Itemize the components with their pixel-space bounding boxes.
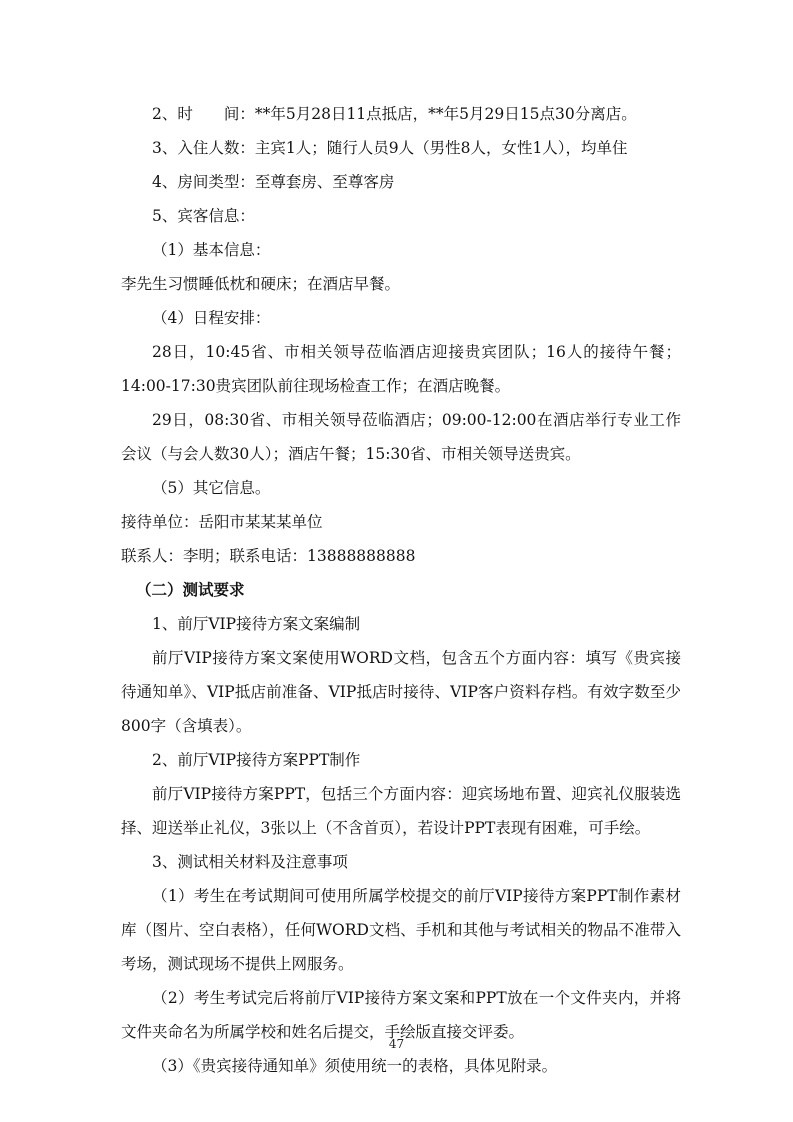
document-body xyxy=(121,97,681,1083)
paragraph: 5、宾客信息： xyxy=(152,207,255,225)
paragraph: （3）《贵宾接待通知单》须使用统一的表格，具体见附录。 xyxy=(152,1057,558,1075)
paragraph: （4）日程安排： xyxy=(152,309,271,327)
paragraph: 4、房间类型：至尊套房、至尊客房 xyxy=(152,173,395,191)
paragraph: 2、时 间：**年5月28日11点抵店，**年5月29日15点30分离店。 xyxy=(152,105,637,123)
section-heading: （二）测试要求 xyxy=(136,580,245,599)
page-number: 47 xyxy=(388,1037,405,1051)
paragraph: （2）考生考试完后将前厅VIP接待方案文案和PPT放在一个文件夹内，并将文件夹命名为所属学校和姓名后提交，手绘版直接交评委。 xyxy=(121,989,681,1041)
paragraph: （1）考生在考试期间可使用所属学校提交的前厅VIP接待方案PPT制作素材库（图片、空白表格），任何WORD文档、手机和其他与考试相关的物品不准带入考场，测试现场不提供上网服务。 xyxy=(121,887,681,973)
paragraph: （5）其它信息。 xyxy=(152,479,271,497)
paragraph: 前厅VIP接待方案PPT，包括三个方面内容：迎宾场地布置、迎宾礼仪服装选择、迎送举止礼仪，3张以上（不含首页），若设计PPT表现有困难，可手绘。 xyxy=(121,785,681,837)
paragraph: 前厅VIP接待方案文案使用WORD文档，包含五个方面内容：填写《贵宾接待通知单》、VIP抵店前准备、VIP抵店时接待、VIP客户资料存档。有效字数至少800字（含填表）。 xyxy=(121,649,681,735)
paragraph: （1）基本信息： xyxy=(152,241,271,259)
paragraph: 1、前厅VIP接待方案文案编制 xyxy=(152,615,361,633)
paragraph: 3、入住人数：主宾1人；随行人员9人（男性8人，女性1人），均单住 xyxy=(152,139,628,157)
paragraph: 接待单位：岳阳市某某某单位 xyxy=(121,513,323,531)
paragraph: 29日，08:30省、市相关领导莅临酒店；09:00-12:00在酒店举行专业工作会议（与会人数30人）；酒店午餐；15:30省、市相关领导送贵宾。 xyxy=(121,411,681,463)
paragraph: 3、测试相关材料及注意事项 xyxy=(152,853,348,871)
paragraph: 2、前厅VIP接待方案PPT制作 xyxy=(152,751,361,769)
paragraph: 李先生习惯睡低枕和硬床；在酒店早餐。 xyxy=(121,275,401,293)
paragraph: 28日，10:45省、市相关领导莅临酒店迎接贵宾团队；16人的接待午餐；14:00-17:30贵宾团队前往现场检查工作；在酒店晚餐。 xyxy=(121,343,681,395)
paragraph: 联系人：李明；联系电话：13888888888 xyxy=(121,547,416,565)
